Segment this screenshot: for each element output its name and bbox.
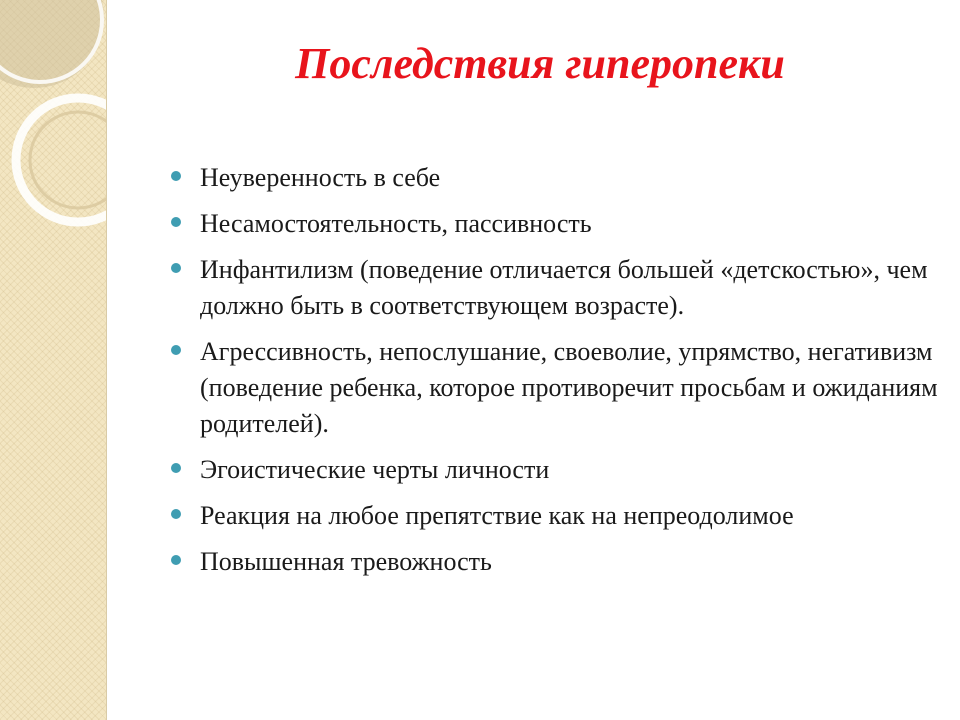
bullet-dot-icon xyxy=(171,509,181,519)
list-item-text: Агрессивность, непослушание, своеволие, упрямство, негативизм (поведение ребенка, которое противоречит просьбам и ожиданиям родителей). xyxy=(200,337,938,438)
bullet-dot-icon xyxy=(171,463,181,473)
rings-decoration-icon xyxy=(0,0,106,240)
bullet-list xyxy=(168,160,938,590)
bullet-dot-icon xyxy=(171,263,181,273)
list-item-text: Реакция на любое препятствие как на непреодолимое xyxy=(200,501,794,530)
list-item xyxy=(168,160,938,196)
list-item-text: Несамостоятельность, пассивность xyxy=(200,209,592,238)
bullet-dot-icon xyxy=(171,217,181,227)
list-item xyxy=(168,252,938,324)
list-item-text: Повышенная тревожность xyxy=(200,547,492,576)
list-item-text: Неуверенность в себе xyxy=(200,163,441,192)
list-item xyxy=(168,334,938,442)
slide-title: Последствия гиперопеки xyxy=(295,39,785,88)
list-item xyxy=(168,206,938,242)
list-item xyxy=(168,544,938,580)
list-item-text: Эгоистические черты личности xyxy=(200,455,550,484)
list-item xyxy=(168,452,938,488)
decorative-side-panel xyxy=(0,0,107,720)
bullet-dot-icon xyxy=(171,171,181,181)
list-item xyxy=(168,498,938,534)
bullet-dot-icon xyxy=(171,555,181,565)
list-item-text: Инфантилизм (поведение отличается большей «детскостью», чем должно быть в соответствующем возрасте). xyxy=(200,255,928,320)
bullet-dot-icon xyxy=(171,345,181,355)
